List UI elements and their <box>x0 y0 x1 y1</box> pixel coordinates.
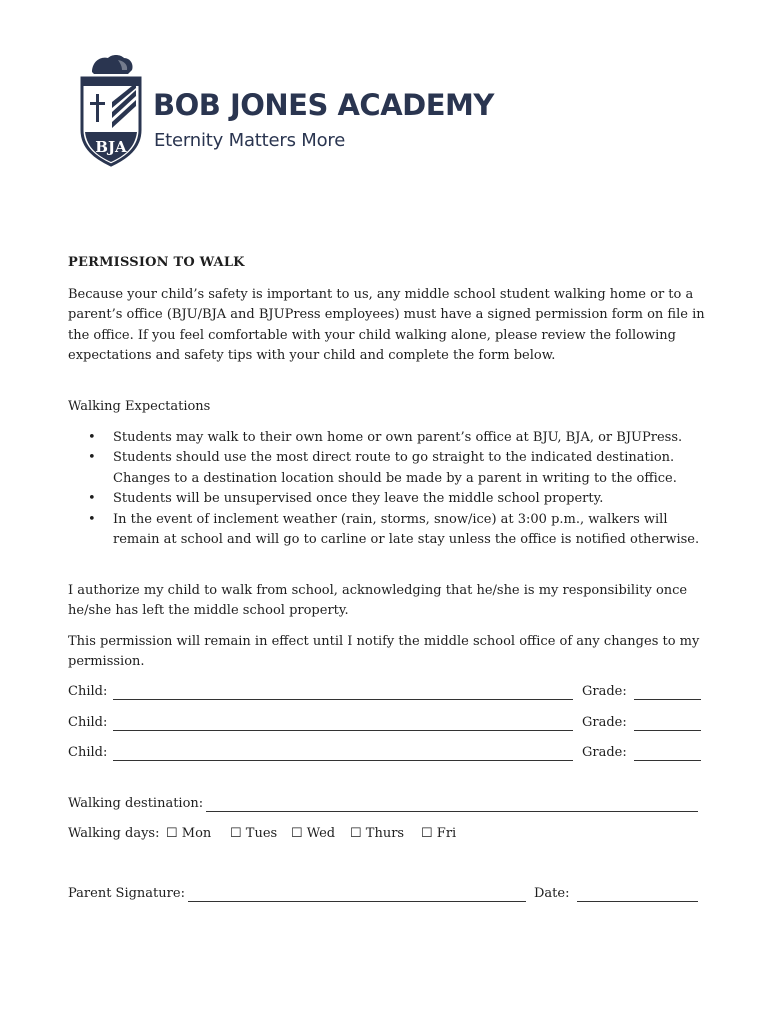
bullet-glyph: • <box>88 430 96 445</box>
bullet-glyph: • <box>88 491 96 507</box>
date-field[interactable] <box>577 901 698 902</box>
destination-row <box>68 794 708 814</box>
child-row <box>68 682 708 702</box>
grade-field[interactable] <box>634 730 701 731</box>
grade-label: Grade: <box>582 745 627 760</box>
signature-field[interactable] <box>188 901 526 902</box>
expectation-text: Students will be unsupervised once they leave the middle school property. <box>113 491 604 507</box>
expectation-text: In the event of inclement weather (rain, storms, snow/ice) at 3:00 p.m., walkers will remain at school and will go to carline or late stay unless the office is notified otherwise. <box>113 511 700 548</box>
expectation-text: Students may walk to their own home or own parent’s office at BJU, BJA, or BJUPress. <box>113 430 683 445</box>
checkbox-icon: ☐ <box>350 826 362 841</box>
checkbox-icon: ☐ <box>166 826 178 841</box>
child-row <box>68 743 708 763</box>
bja-crest-logo <box>78 52 144 168</box>
authorization-paragraph: I authorize my child to walk from school, acknowledging that he/she is my responsibility once he/she has left the middle school property. <box>68 583 688 619</box>
child-label: Child: <box>68 684 108 699</box>
day-checkbox-thurs[interactable]: ☐ Thurs <box>350 826 405 841</box>
expectations-list <box>88 428 708 550</box>
checkbox-icon: ☐ <box>230 826 242 841</box>
child-name-field[interactable] <box>113 730 573 731</box>
child-name-field[interactable] <box>113 699 573 700</box>
child-label: Child: <box>68 715 108 730</box>
checkbox-icon: ☐ <box>291 826 303 841</box>
grade-label: Grade: <box>582 684 627 699</box>
checkbox-icon: ☐ <box>421 826 433 841</box>
destination-label: Walking destination: <box>68 796 204 811</box>
child-row <box>68 713 708 733</box>
signature-label: Parent Signature: <box>68 886 185 901</box>
brand-name: BOB JONES ACADEMY <box>153 88 494 122</box>
grade-label: Grade: <box>582 715 627 730</box>
day-checkbox-wed[interactable]: ☐ Wed <box>291 826 336 841</box>
expectation-item <box>88 510 708 551</box>
grade-field[interactable] <box>634 760 701 761</box>
walking-days-row <box>68 824 708 844</box>
walking-days-label: Walking days: <box>68 826 160 841</box>
signature-row <box>68 884 708 904</box>
child-label: Child: <box>68 745 108 760</box>
date-label: Date: <box>534 886 570 901</box>
expectation-item <box>88 489 708 509</box>
expectation-item <box>88 428 708 448</box>
expectation-text: Students should use the most direct route to go straight to the indicated destination. Changes to a destination location should be made by a parent in writing to the office. <box>113 450 677 486</box>
grade-field[interactable] <box>634 699 701 700</box>
brand-tagline: Eternity Matters More <box>154 130 346 151</box>
intro-paragraph: Because your child’s safety is important to us, any middle school student walking home or to a parent’s office (BJU/BJA and BJUPress employees) must have a signed permission form on file in the office. If you feel comfortable with your child walking alone, please review the following expectations and safety tips with your child and complete the form below. <box>68 287 705 364</box>
logo-letters: BJA <box>95 138 127 156</box>
bullet-glyph: • <box>88 511 96 527</box>
day-checkbox-fri[interactable]: ☐ Fri <box>421 826 457 841</box>
expectation-item <box>88 448 708 489</box>
day-checkbox-tues[interactable]: ☐ Tues <box>230 826 278 841</box>
bullet-glyph: • <box>88 450 96 466</box>
form-title: PERMISSION TO WALK <box>68 255 245 270</box>
permission-note: This permission will remain in effect until I notify the middle school office of any changes to my permission. <box>68 634 700 670</box>
expectations-heading: Walking Expectations <box>68 399 211 414</box>
day-checkbox-mon[interactable]: ☐ Mon <box>166 826 212 841</box>
destination-field[interactable] <box>206 811 698 812</box>
child-name-field[interactable] <box>113 760 573 761</box>
